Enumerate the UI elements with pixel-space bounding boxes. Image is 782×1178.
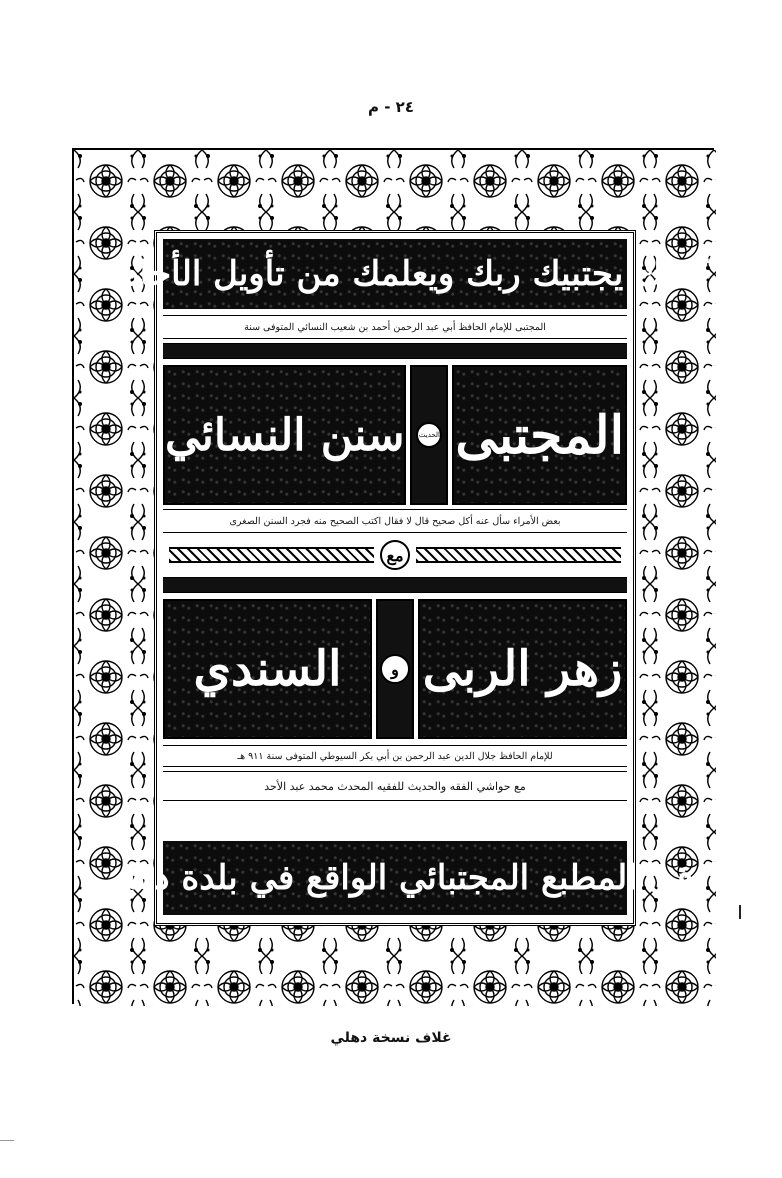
main-title-row [163, 365, 627, 505]
second-title-right-panel [418, 599, 627, 739]
top-verse-band [81, 239, 709, 309]
second-title-left: السندي [193, 641, 342, 697]
conjunction-word: و [380, 654, 410, 684]
ornament-strip-1 [163, 343, 627, 359]
lower-description-strip-2 [163, 771, 627, 801]
ornamental-cover-frame [72, 148, 714, 1004]
lower-description-strip-1 [163, 745, 627, 767]
middle-description-strip [163, 509, 627, 533]
title-panel-area [81, 230, 709, 926]
rope-ornament [416, 547, 621, 563]
bottom-publisher-band [96, 841, 694, 915]
rope-ornament [169, 547, 374, 563]
top-verse-text: كذلك يجتبيك ربك ويعلمك من تأويل الأحاديث [81, 254, 709, 294]
second-title-left-panel [163, 599, 372, 739]
top-description-strip [163, 315, 627, 339]
lower-description-text-2: مع حواشي الفقه والحديث للفقيه المحدث محمد عبد الأحد [264, 779, 526, 793]
top-description-text: المجتبى للإمام الحافظ أبي عبد الرحمن أحمد بن شعيب النسائي المتوفى سنة [244, 321, 546, 333]
page-number: ٢٤ - م [368, 98, 414, 116]
publisher-text: في المطبع المجتبائي الواقع في بلدة دهلي [96, 858, 694, 898]
margin-mark [739, 905, 741, 919]
lower-description-text-1: للإمام الحافظ جلال الدين عبد الرحمن بن أبي بكر السيوطي المتوفى سنة ٩١١ هـ [237, 750, 553, 762]
main-title-left-panel [163, 365, 406, 505]
medallion-column [410, 365, 448, 505]
medallion-badge: الحديث [416, 422, 442, 448]
figure-caption: غلاف نسخة دهلي [330, 1030, 452, 1046]
second-title-row [163, 599, 627, 739]
connector-word: مع [380, 540, 410, 570]
main-title-right: المجتبى [455, 404, 625, 466]
margin-mark [0, 1140, 14, 1141]
middle-description-text: بعض الأمراء سأل عنه أكل صحيح قال لا فقال اكتب الصحيح منه فجرد السنن الصغرى [229, 515, 561, 527]
main-title-left: سنن النسائي [165, 409, 405, 461]
connector-band [163, 539, 627, 571]
second-title-right: زهر الربى [422, 641, 623, 697]
main-title-right-panel [452, 365, 627, 505]
conjunction-column [376, 599, 414, 739]
ornament-strip-2 [163, 577, 627, 593]
